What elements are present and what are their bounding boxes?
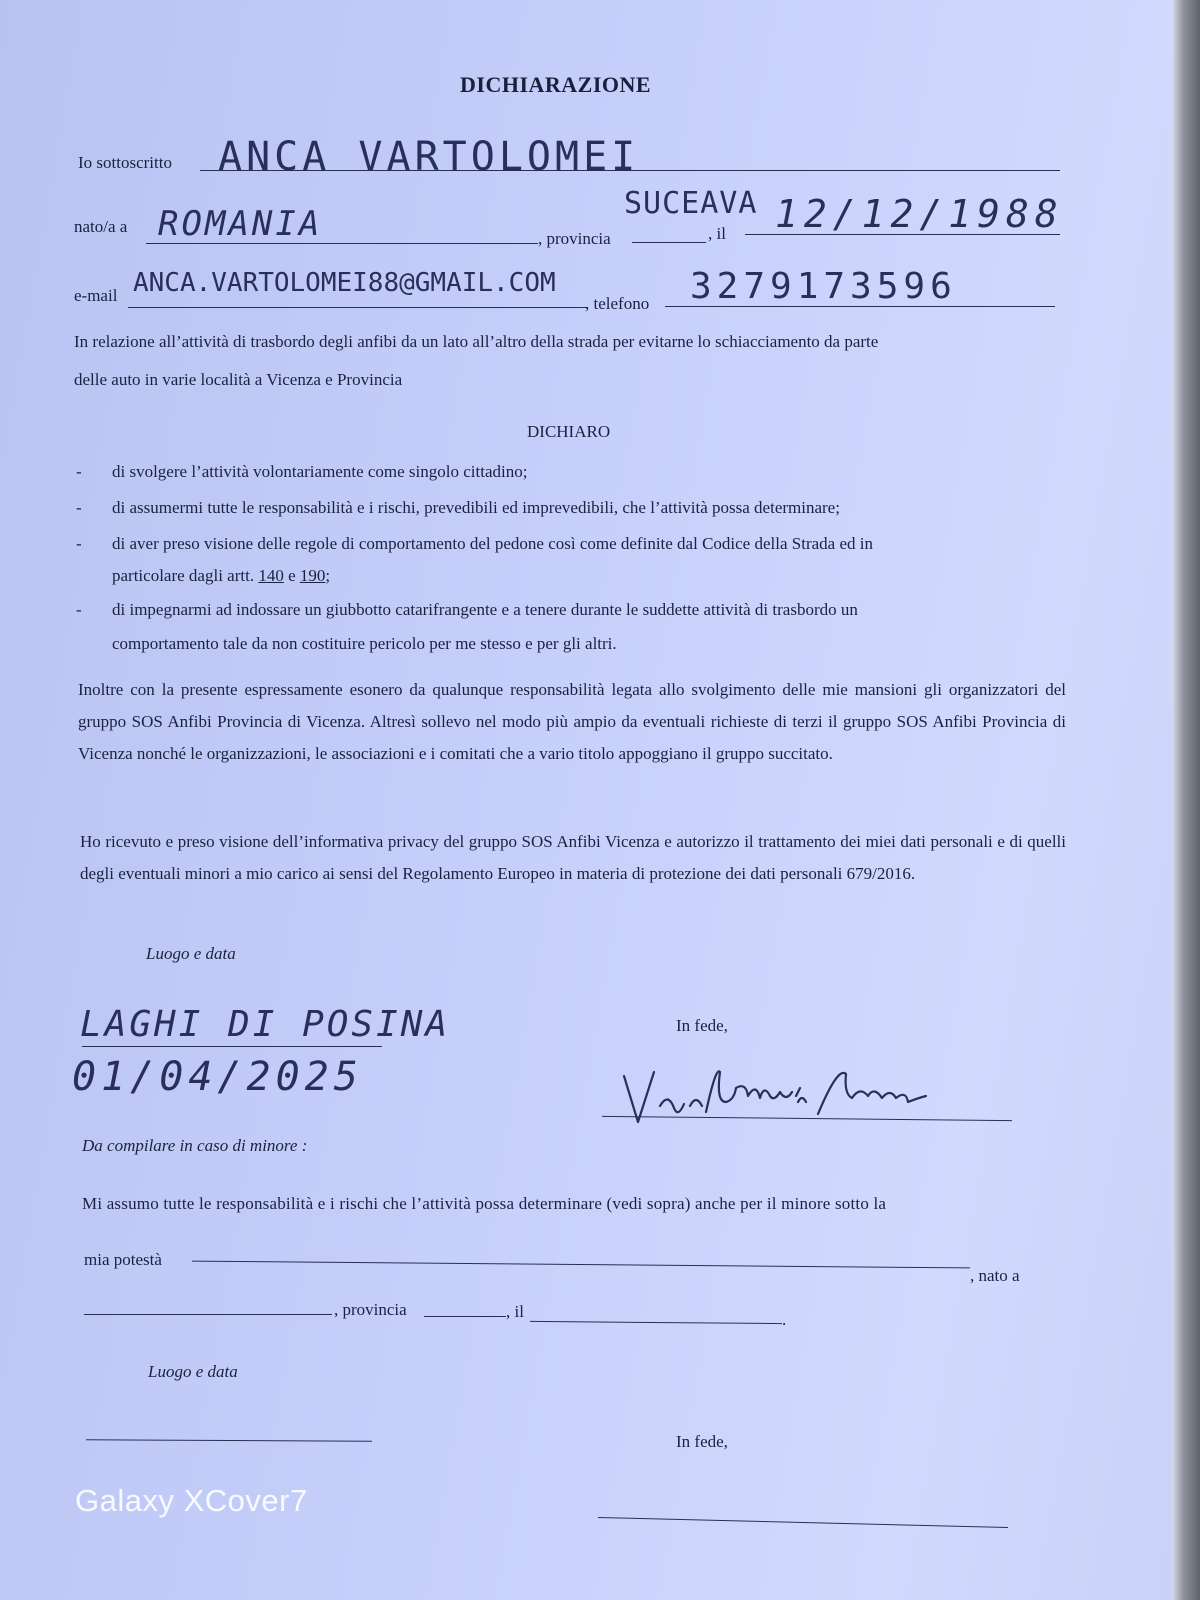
minor-end-dot: . — [782, 1310, 787, 1329]
bullet-dash: - — [76, 462, 82, 481]
minor-place-line — [86, 1439, 372, 1441]
minor-signature-line — [598, 1517, 1008, 1528]
minor-in-fede-label: In fede, — [676, 1432, 728, 1451]
in-fede-label: In fede, — [676, 1016, 728, 1035]
minor-province-line — [424, 1316, 506, 1317]
privacy-paragraph: Ho ricevuto e preso visione dell’informativa privacy del gruppo SOS Anfibi Vicenza e autorizzo il trattamento dei miei dati personali e di quelli degli eventuali minori a mio carico ai sensi del Regolamento Europeo in materia di protezione dei dati personali 679/2016. — [80, 832, 1066, 883]
phone-label: , telefono — [585, 294, 650, 313]
minor-province-label: , provincia — [334, 1300, 407, 1319]
article-140: 140 — [258, 566, 284, 585]
bullet-3-line-1: di aver preso visione delle regole di comportamento del pedone così come definite dal Codice della Strada ed in — [112, 534, 873, 553]
undersigned-label: Io sottoscritto — [78, 153, 172, 172]
background-surface — [1172, 0, 1200, 1600]
minor-born-label: , nato a — [970, 1266, 1020, 1285]
bullet-3-prefix: particolare dagli artt. — [112, 566, 255, 585]
birth-date-value: 12/12/1988 — [775, 192, 1064, 236]
place-line — [82, 1046, 382, 1047]
date-label: , il — [708, 224, 726, 243]
article-190: 190 — [299, 566, 326, 585]
email-value: ANCA.VARTOLOMEI88@GMAIL.COM — [133, 268, 556, 298]
bullet-4-line-2: comportamento tale da non costituire pericolo per me stesso e per gli altri. — [112, 634, 617, 653]
born-value: ROMANIA — [158, 204, 323, 244]
minor-heading: Da compilare in caso di minore : — [82, 1136, 308, 1155]
bullet-2: di assumermi tutte le responsabilità e i rischi, prevedibili ed imprevedibili, che l’attività possa determinare; — [112, 498, 840, 517]
born-label: nato/a a — [74, 217, 128, 236]
signature-text: Vartolomei Anca — [620, 1062, 627, 1063]
place-value: LAGHI DI POSINA — [80, 1004, 451, 1045]
bullet-dash: - — [76, 534, 82, 553]
bullet-1: di svolgere l’attività volontariamente come singolo cittadino; — [112, 462, 528, 481]
intro-line-1: In relazione all’attività di trasbordo degli anfibi da un lato all’altro della strada per evitarne lo schiacciamento da parte — [74, 332, 879, 351]
document-title: DICHIARAZIONE — [460, 72, 652, 97]
camera-watermark: Galaxy XCover7 — [75, 1483, 308, 1518]
minor-place-date-label: Luogo e data — [148, 1362, 238, 1381]
minor-name-line — [192, 1261, 970, 1269]
minor-date-line — [530, 1321, 782, 1324]
bullet-3-and: e — [288, 566, 296, 585]
province-label: , provincia — [538, 229, 611, 248]
phone-value: 3279173596 — [690, 266, 957, 307]
bullet-dash: - — [76, 600, 82, 619]
province-value: SUCEAVA — [624, 186, 758, 221]
email-line — [128, 307, 588, 308]
signature-image — [620, 1062, 1000, 1142]
bullet-3-line-2 — [112, 566, 330, 586]
intro-line-2: delle auto in varie località a Vicenza e Provincia — [74, 370, 403, 389]
undersigned-value: ANCA VARTOLOMEI — [218, 134, 640, 180]
liability-paragraph: Inoltre con la presente espressamente esonero da qualunque responsabilità legata allo svolgimento delle mie mansioni gli organizzatori del gruppo SOS Anfibi Provincia di Vicenza. Altresì sollevo nel modo più ampio da eventuali richieste di terzi il gruppo SOS Anfibi Provincia di Vicenza nonché le organizzazioni, le associazioni e i comitati che a vario titolo appoggiano il gruppo succitato. — [78, 680, 1066, 763]
email-label: e-mail — [74, 286, 118, 305]
minor-born-line — [84, 1314, 332, 1315]
minor-date-label: , il — [506, 1302, 524, 1321]
minor-text-prefix: mia potestà — [84, 1250, 162, 1269]
minor-text-line-1: Mi assumo tutte le responsabilità e i rischi che l’attività possa determinare (vedi sopra) anche per il minore sotto la — [82, 1194, 887, 1213]
signed-date-value: 01/04/2025 — [72, 1054, 363, 1100]
declare-heading: DICHIARO — [527, 422, 611, 441]
place-date-label: Luogo e data — [146, 944, 236, 963]
bullet-4-line-1: di impegnarmi ad indossare un giubbotto catarifrangente e a tenere durante le suddette attività di trasbordo un — [112, 600, 858, 619]
bullet-dash: - — [76, 498, 82, 517]
province-line — [632, 242, 706, 243]
bullet-3-end: ; — [325, 566, 331, 585]
